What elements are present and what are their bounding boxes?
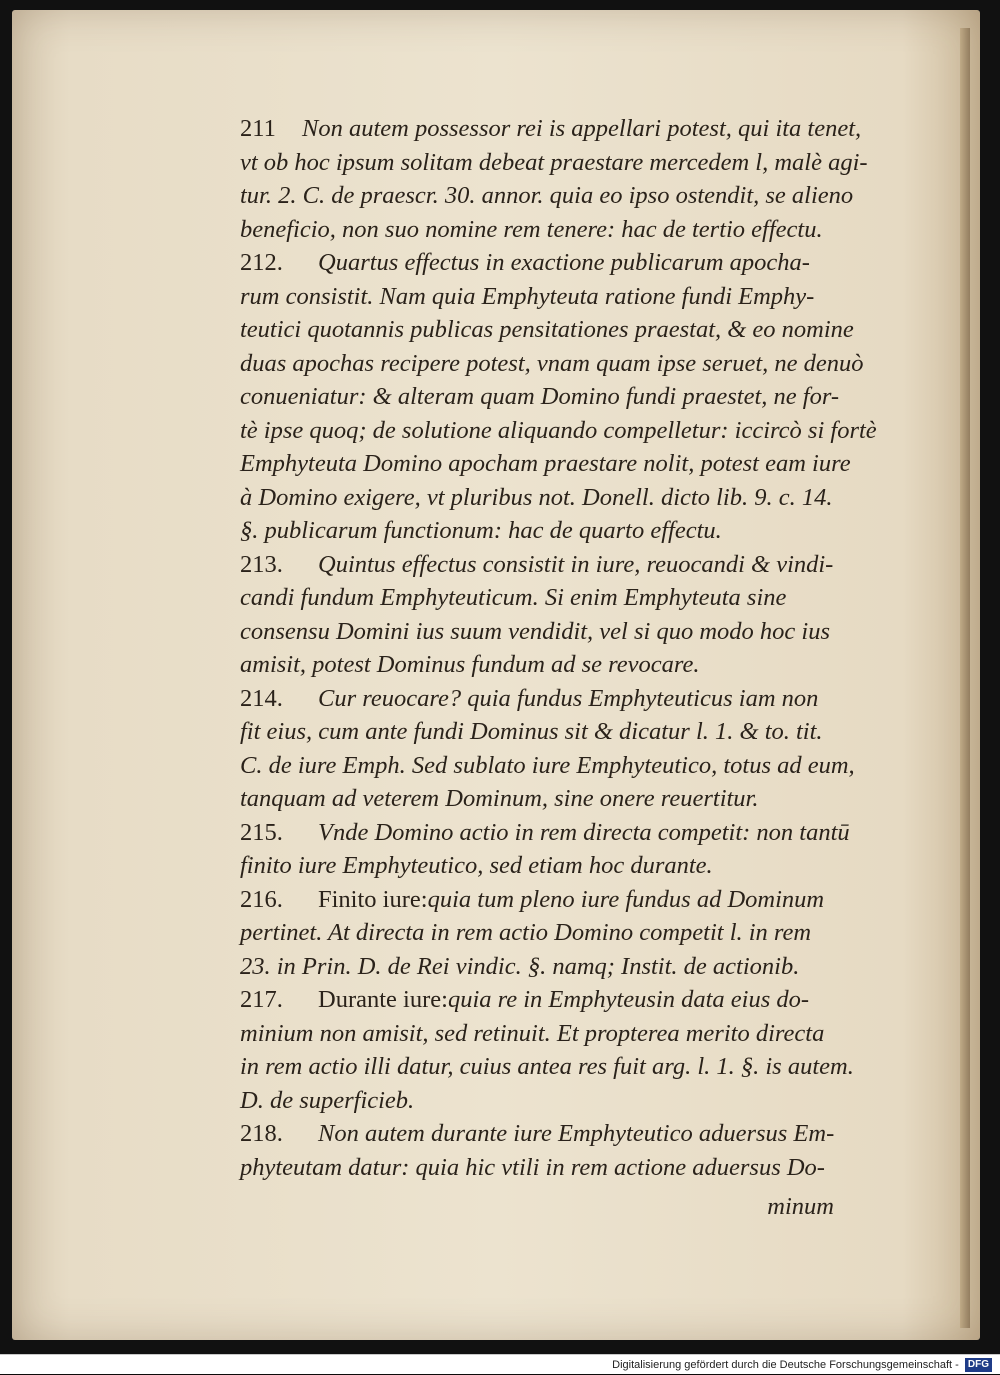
text-line: D. de superficieb. [240, 1086, 415, 1114]
paragraph-212 [240, 246, 920, 548]
text-line: teutici quotannis publicas pensitationes praestat, & eo nomine [240, 316, 854, 343]
lead-phrase: Finito iure: [318, 885, 428, 913]
paragraph-211 [240, 112, 920, 246]
paragraph-215 [240, 816, 920, 883]
paragraph-number: 212. [240, 249, 283, 276]
text-line: beneficio, non suo nomine rem tenere: hac de tertio effectu. [240, 215, 823, 243]
text-line: vt ob hoc ipsum solitam debeat praestare mercedem l, malè agi- [240, 148, 868, 176]
text-line: Non autem possessor rei is appellari potest, qui ita tenet, [302, 115, 862, 142]
text-line: Non autem durante iure Emphyteutico aduersus Em- [318, 1120, 835, 1147]
paragraph-213 [240, 548, 920, 682]
paragraph-217 [240, 983, 920, 1117]
text-line: 23. in Prin. D. de Rei vindic. §. namq; Instit. de actionib. [240, 952, 800, 980]
text-line: Vnde Domino actio in rem directa competit: non tantū [318, 818, 850, 846]
digitization-footer [0, 1354, 1000, 1374]
text-line: consensu Domini ius suum vendidit, vel si quo modo hoc ius [240, 617, 830, 645]
text-line: amisit, potest Dominus fundum ad se revocare. [240, 651, 700, 678]
page-edge [960, 28, 970, 1328]
paragraph-218 [240, 1117, 920, 1184]
paragraph-number: 216. [240, 885, 283, 913]
text-line: Cur reuocare? quia fundus Emphyteuticus iam non [318, 684, 819, 712]
text-line: pertinet. At directa in rem actio Domino competit l. in rem [240, 919, 812, 946]
text-line: C. de iure Emph. Sed sublato iure Emphyteutico, totus ad eum, [240, 751, 855, 779]
text-line: quia tum pleno iure fundus ad Dominum [427, 885, 825, 913]
text-line: fit eius, cum ante fundi Dominus sit & dicatur l. 1. & to. tit. [240, 718, 823, 745]
text-line: in rem actio illi datur, cuius antea res fuit arg. l. 1. §. is autem. [240, 1053, 854, 1080]
paragraph-216 [240, 883, 920, 984]
text-line: tur. 2. C. de praescr. 30. annor. quia eo ipso ostendit, se alieno [240, 182, 854, 209]
text-line: tanquam ad veterem Dominum, sine onere reuertitur. [240, 785, 759, 812]
paragraph-number: 218. [240, 1120, 283, 1147]
text-line: conueniatur: & alteram quam Domino fundi praestet, ne for- [240, 383, 840, 410]
text-line: rum consistit. Nam quia Emphyteuta ratione fundi Emphy- [240, 282, 815, 310]
text-line: duas apochas recipere potest, vnam quam ipse seruet, ne denuò [240, 349, 864, 377]
text-line: Quartus effectus in exactione publicarum apocha- [318, 249, 810, 276]
dfg-logo: DFG [965, 1358, 992, 1372]
text-line: §. publicarum functionum: hac de quarto effectu. [240, 517, 722, 544]
text-line: tè ipse quoq; de solutione aliquando compelletur: iccircò si fortè [240, 416, 877, 444]
lead-phrase: Durante iure: [318, 986, 448, 1013]
paragraph-number: 213. [240, 550, 283, 578]
page-text [240, 112, 920, 1224]
text-line: candi fundum Emphyteuticum. Si enim Emphyteuta sine [240, 584, 787, 611]
catchword: minum [767, 1193, 834, 1220]
text-line: Emphyteuta Domino apocham praestare nolit, potest eam iure [240, 450, 851, 477]
text-line: minium non amisit, sed retinuit. Et propterea merito directa [240, 1019, 825, 1047]
text-line: Quintus effectus consistit in iure, reuocandi & vindi- [318, 550, 834, 578]
paragraph-214 [240, 682, 920, 816]
text-line: finito iure Emphyteutico, sed etiam hoc durante. [240, 852, 713, 879]
paragraph-number: 214. [240, 684, 283, 712]
text-line: quia re in Emphyteusin data eius do- [447, 986, 810, 1013]
text-line: phyteutam datur: quia hic vtili in rem actione aduersus Do- [240, 1153, 825, 1181]
paragraph-number: 211 [240, 115, 276, 142]
footer-credit: Digitalisierung gefördert durch die Deutsche Forschungsgemeinschaft - [612, 1359, 959, 1371]
paragraph-number: 215. [240, 818, 283, 846]
paragraph-number: 217. [240, 986, 283, 1013]
text-line: à Domino exigere, vt pluribus not. Donell. dicto lib. 9. c. 14. [240, 483, 833, 511]
